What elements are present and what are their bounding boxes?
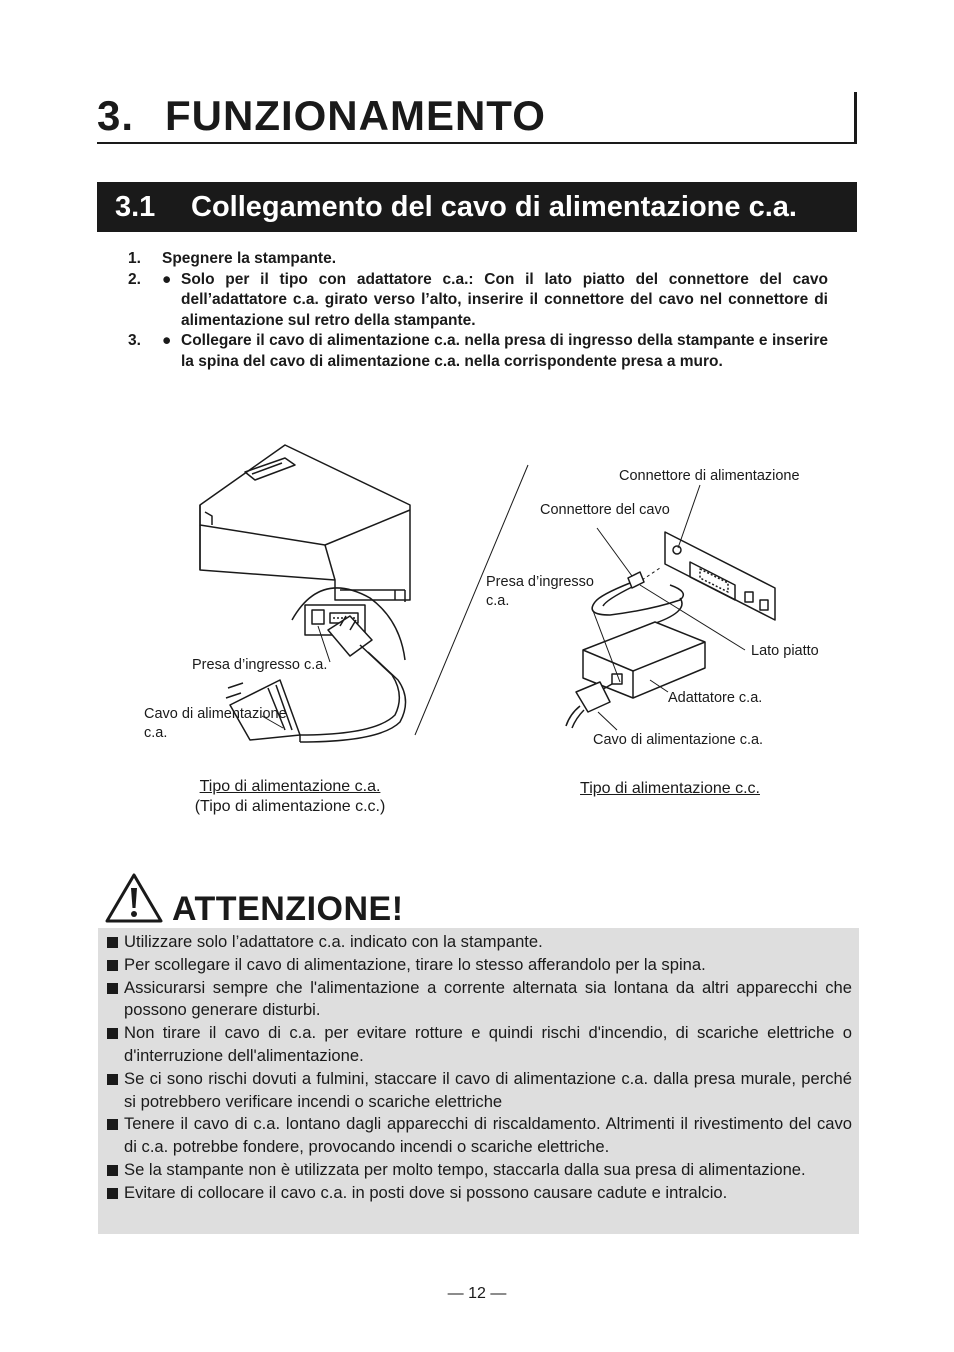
caption-left xyxy=(150,777,430,817)
step-number: 2. xyxy=(128,270,141,288)
warning-item xyxy=(105,1159,852,1182)
label-flat-side: Lato piatto xyxy=(751,643,819,659)
label-inlet-left: Presa d’ingresso c.a. xyxy=(192,657,328,673)
warning-text: Se la stampante non è utilizzata per molto tempo, staccarla dalla sua presa di alimentazione. xyxy=(124,1159,806,1179)
step-text: Collegare il cavo di alimentazione c.a. nella presa di ingresso della stampante e inserire la spina del cavo di alimentazione c.a. nella corrispondente presa a muro. xyxy=(181,332,828,370)
chapter-title: FUNZIONAMENTO xyxy=(165,92,546,139)
warning-item xyxy=(105,1022,852,1068)
label-cord-right: Cavo di alimentazione c.a. xyxy=(593,732,764,748)
label-cord-left: Cavo di alimentazione c.a. xyxy=(144,706,287,741)
warning-item xyxy=(105,931,852,954)
warning-text: Se ci sono rischi dovuti a fulmini, staccare il cavo di alimentazione c.a. dalla presa murale, perché si potrebbero verificare incendi o scariche elettriche xyxy=(124,1068,852,1111)
warning-text: Tenere il cavo di c.a. lontano dagli apparecchi di riscaldamento. Altrimenti il rivestimento del cavo di c.a. potrebbe fondere, provocando incendi o scariche elettriche. xyxy=(124,1114,852,1157)
warning-heading xyxy=(104,872,504,932)
warning-title: ATTENZIONE! xyxy=(172,890,404,928)
section-heading xyxy=(97,182,857,232)
warning-item xyxy=(105,977,852,1023)
square-bullet-icon xyxy=(107,1188,118,1199)
bullet-icon: ● xyxy=(162,270,172,288)
section-number: 3.1 xyxy=(115,191,156,223)
warning-item xyxy=(105,1182,852,1205)
square-bullet-icon xyxy=(107,1028,118,1039)
warning-text: Assicurarsi sempre che l'alimentazione a corrente alternata sia lontana da altri apparecchi che possono generare disturbi. xyxy=(124,977,852,1020)
bullet-icon: ● xyxy=(162,332,172,350)
square-bullet-icon xyxy=(107,1119,118,1130)
step-number: 1. xyxy=(128,250,141,267)
label-inlet-right: Presa d’ingresso c.a. xyxy=(486,574,594,609)
caption-left-sub: (Tipo di alimentazione c.c.) xyxy=(194,798,386,815)
square-bullet-icon xyxy=(107,960,118,971)
caption-left-main: Tipo di alimentazione c.a. xyxy=(199,778,381,795)
warning-item xyxy=(105,1068,852,1114)
warning-text: Per scollegare il cavo di alimentazione, tirare lo stesso afferandolo per la spina. xyxy=(124,954,706,974)
step-item xyxy=(128,270,828,332)
step-item xyxy=(128,249,828,270)
warning-box xyxy=(98,928,859,1234)
label-power-connector: Connettore di alimentazione xyxy=(619,468,800,484)
chapter-number: 3. xyxy=(97,92,135,139)
warning-text: Non tirare il cavo di c.a. per evitare rotture e quindi rischi d'incendio, di scariche elettriche o d'interruzione dell'alimentazione. xyxy=(124,1023,852,1065)
warning-text: Utilizzare solo l’adattatore c.a. indicato con la stampante. xyxy=(124,932,543,951)
square-bullet-icon xyxy=(107,983,118,994)
square-bullet-icon xyxy=(107,1165,118,1176)
warning-item xyxy=(105,1113,852,1159)
step-text: Solo per il tipo con adattatore c.a.: Con il lato piatto del connettore del cavo dell’adattatore c.a. girato verso l’alto, inserire il connettore del cavo nel connettore di alimentazione sul retro della stampante. xyxy=(181,270,828,329)
square-bullet-icon xyxy=(107,937,118,948)
caption-right: Tipo di alimentazione c.c. xyxy=(580,780,760,797)
step-item xyxy=(128,331,828,372)
label-cable-connector: Connettore del cavo xyxy=(540,502,670,518)
label-adapter: Adattatore c.a. xyxy=(668,690,763,706)
step-text: Spegnere la stampante. xyxy=(162,250,337,267)
square-bullet-icon xyxy=(107,1074,118,1085)
ac-cord-right xyxy=(566,682,612,728)
instruction-steps xyxy=(128,249,828,373)
printer-illustration xyxy=(200,445,410,602)
page-number: — 12 — xyxy=(447,1285,507,1302)
section-title: Collegamento del cavo di alimentazione c.a. xyxy=(191,191,797,223)
chapter-heading xyxy=(97,92,857,144)
warning-item xyxy=(105,954,852,977)
connection-illustration xyxy=(0,430,954,830)
connection-figure xyxy=(0,430,954,830)
warning-text: Evitare di collocare il cavo c.a. in posti dove si possono causare cadute e intralcio. xyxy=(124,1182,728,1202)
warning-triangle-icon xyxy=(104,872,164,924)
step-number: 3. xyxy=(128,332,141,350)
